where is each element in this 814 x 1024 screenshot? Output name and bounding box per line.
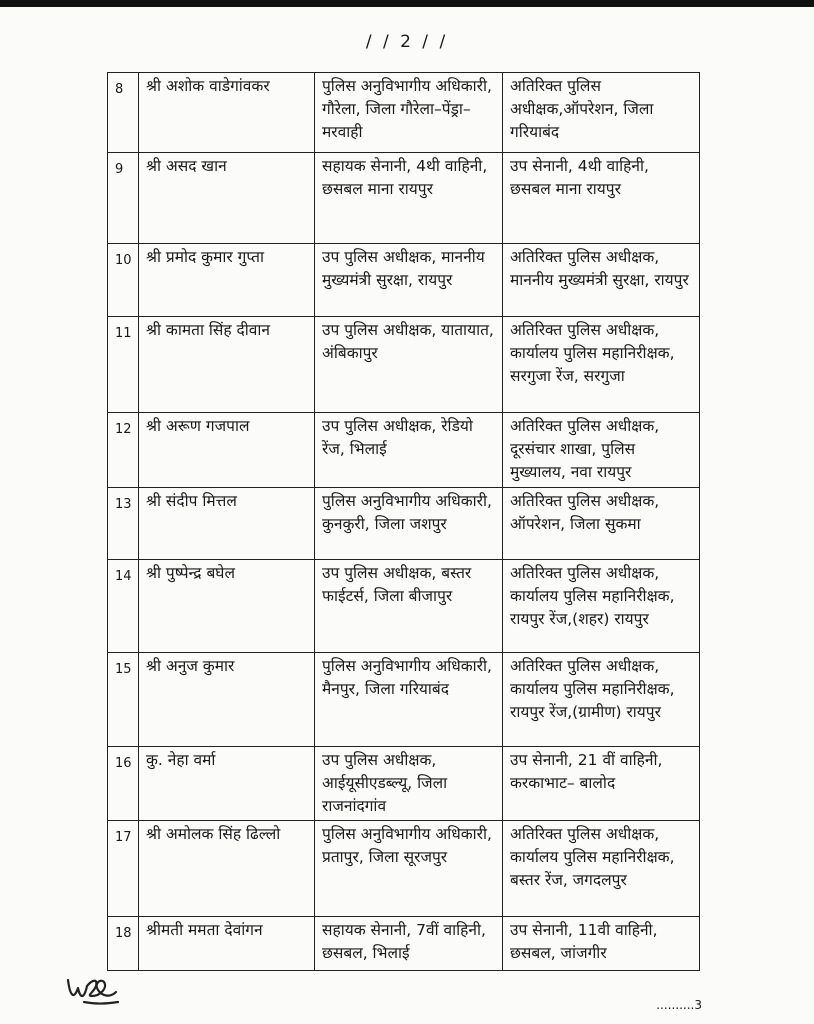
- serial-number: 13: [108, 488, 139, 560]
- serial-number: 14: [108, 560, 139, 653]
- serial-number: 17: [108, 821, 139, 917]
- current-posting: पुलिस अनुविभागीय अधिकारी, मैनपुर, जिला गरियाबंद: [315, 653, 503, 747]
- current-posting: सहायक सेनानी, 4थी वाहिनी, छसबल माना रायपुर: [315, 153, 503, 244]
- officer-name: कु. नेहा वर्मा: [139, 747, 315, 821]
- table-row: [108, 747, 700, 821]
- new-posting: अतिरिक्त पुलिस अधीक्षक, कार्यालय पुलिस महानिरीक्षक, रायपुर रेंज,(ग्रामीण) रायपुर: [503, 653, 700, 747]
- current-posting: पुलिस अनुविभागीय अधिकारी, कुनकुरी, जिला जशपुर: [315, 488, 503, 560]
- serial-number: 18: [108, 917, 139, 971]
- next-page-indicator: ..........3: [656, 998, 702, 1012]
- page-number: / / 2 / /: [365, 32, 449, 52]
- serial-number: 11: [108, 317, 139, 413]
- new-posting: अतिरिक्त पुलिस अधीक्षक, ऑपरेशन, जिला सुकमा: [503, 488, 700, 560]
- new-posting: अतिरिक्त पुलिस अधीक्षक, दूरसंचार शाखा, पुलिस मुख्यालय, नवा रायपुर: [503, 413, 700, 488]
- new-posting: उप सेनानी, 11वी वाहिनी, छसबल, जांजगीर: [503, 917, 700, 971]
- serial-number: 10: [108, 244, 139, 317]
- officer-name: श्रीमती ममता देवांगन: [139, 917, 315, 971]
- officer-name: श्री पुष्पेन्द्र बघेल: [139, 560, 315, 653]
- officer-name: श्री प्रमोद कुमार गुप्ता: [139, 244, 315, 317]
- serial-number: 15: [108, 653, 139, 747]
- transfer-table: [107, 72, 700, 971]
- officer-name: श्री अशोक वाडेगांवकर: [139, 73, 315, 153]
- serial-number: 9: [108, 153, 139, 244]
- table-row: [108, 73, 700, 153]
- officer-name: श्री संदीप मित्तल: [139, 488, 315, 560]
- new-posting: अतिरिक्त पुलिस अधीक्षक,ऑपरेशन, जिला गरियाबंद: [503, 73, 700, 153]
- current-posting: उप पुलिस अधीक्षक, रेडियो रेंज, भिलाई: [315, 413, 503, 488]
- table-row: [108, 821, 700, 917]
- table-row: [108, 317, 700, 413]
- new-posting: अतिरिक्त पुलिस अधीक्षक, माननीय मुख्यमंत्री सुरक्षा, रायपुर: [503, 244, 700, 317]
- officer-name: श्री अनुज कुमार: [139, 653, 315, 747]
- initials-signature: [64, 966, 122, 1008]
- current-posting: उप पुलिस अधीक्षक, बस्तर फाईटर्स, जिला बीजापुर: [315, 560, 503, 653]
- table-row: [108, 917, 700, 971]
- new-posting: अतिरिक्त पुलिस अधीक्षक, कार्यालय पुलिस महानिरीक्षक, सरगुजा रेंज, सरगुजा: [503, 317, 700, 413]
- current-posting: पुलिस अनुविभागीय अधिकारी, गौरेला, जिला गौरेला–पेंड्रा– मरवाही: [315, 73, 503, 153]
- officer-name: श्री असद खान: [139, 153, 315, 244]
- top-edge-bar: [0, 0, 814, 7]
- table-row: [108, 653, 700, 747]
- current-posting: उप पुलिस अधीक्षक, माननीय मुख्यमंत्री सुरक्षा, रायपुर: [315, 244, 503, 317]
- table-row: [108, 413, 700, 488]
- new-posting: अतिरिक्त पुलिस अधीक्षक, कार्यालय पुलिस महानिरीक्षक, रायपुर रेंज,(शहर) रायपुर: [503, 560, 700, 653]
- new-posting: उप सेनानी, 21 वीं वाहिनी, करकाभाट– बालोद: [503, 747, 700, 821]
- current-posting: उप पुलिस अधीक्षक, आईयूसीएडब्ल्यू, जिला राजनांदगांव: [315, 747, 503, 821]
- new-posting: अतिरिक्त पुलिस अधीक्षक, कार्यालय पुलिस महानिरीक्षक, बस्तर रेंज, जगदलपुर: [503, 821, 700, 917]
- officer-name: श्री कामता सिंह दीवान: [139, 317, 315, 413]
- table-row: [108, 244, 700, 317]
- serial-number: 12: [108, 413, 139, 488]
- serial-number: 16: [108, 747, 139, 821]
- table-row: [108, 560, 700, 653]
- officer-name: श्री अरूण गजपाल: [139, 413, 315, 488]
- officer-name: श्री अमोलक सिंह ढिल्लो: [139, 821, 315, 917]
- serial-number: 8: [108, 73, 139, 153]
- current-posting: उप पुलिस अधीक्षक, यातायात, अंबिकापुर: [315, 317, 503, 413]
- new-posting: उप सेनानी, 4थी वाहिनी, छसबल माना रायपुर: [503, 153, 700, 244]
- table-row: [108, 153, 700, 244]
- table-row: [108, 488, 700, 560]
- current-posting: पुलिस अनुविभागीय अधिकारी, प्रतापुर, जिला सूरजपुर: [315, 821, 503, 917]
- current-posting: सहायक सेनानी, 7वीं वाहिनी, छसबल, भिलाई: [315, 917, 503, 971]
